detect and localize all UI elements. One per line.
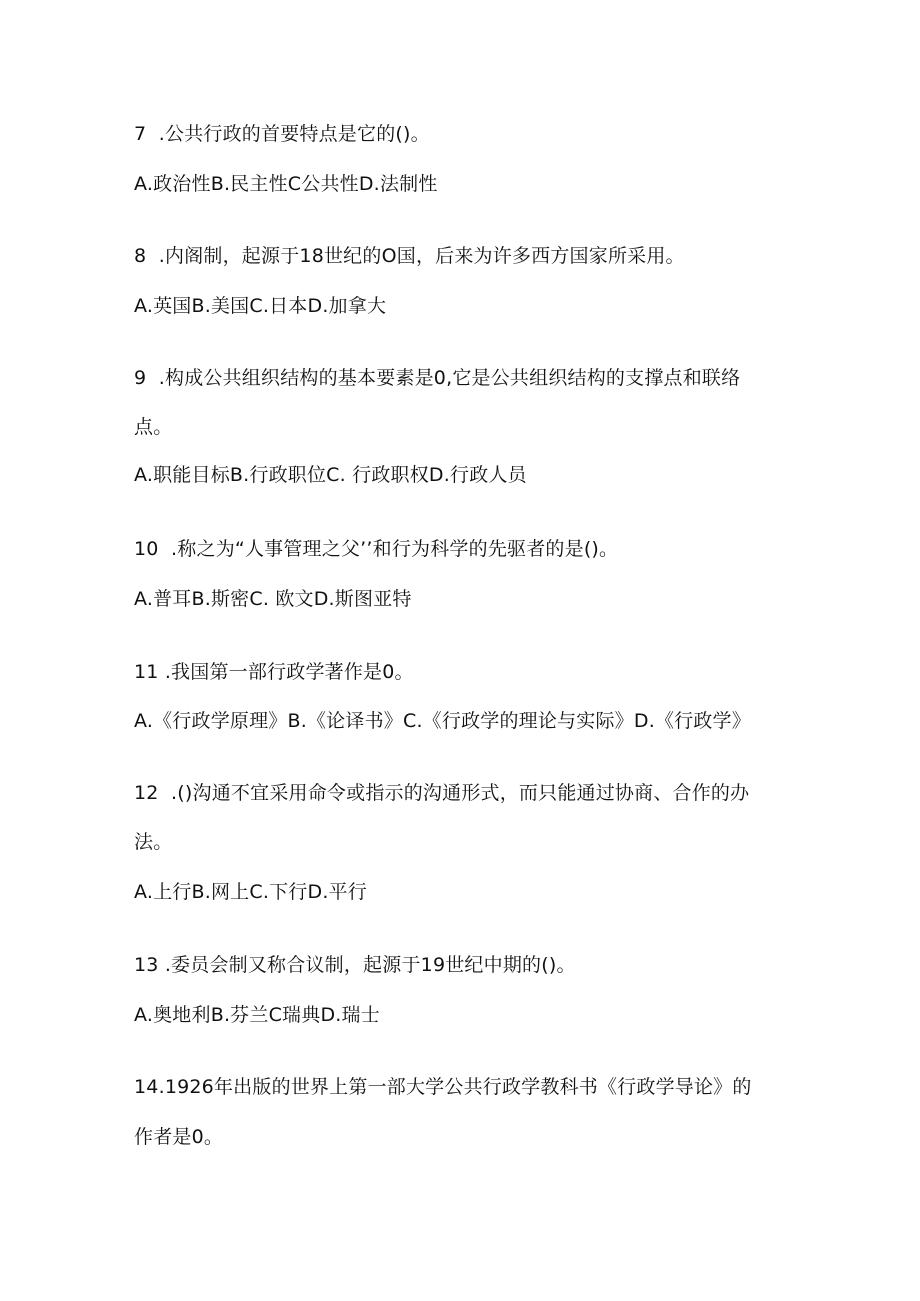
question-10-options: A.普耳B.斯密C. 欧文D.斯图亚特 bbox=[134, 588, 412, 610]
question-7-options: A.政治性B.民主性C公共性D.法制性 bbox=[134, 173, 438, 195]
question-13-stem: 13 .委员会制又称合议制，起源于19世纪中期的()。 bbox=[134, 954, 576, 976]
question-11-options: A.《行政学原理》B.《论译书》C.《行政学的理论与实际》D.《行政学》 bbox=[134, 710, 751, 732]
question-9-stem-continued: 点。 bbox=[134, 416, 173, 438]
question-14-stem-continued: 作者是0。 bbox=[134, 1126, 224, 1148]
question-8-stem: 8 .内阁制，起源于18世纪的O国，后来为许多西方国家所采用。 bbox=[134, 245, 685, 267]
question-8-options: A.英国B.美国C.日本D.加拿大 bbox=[134, 295, 387, 317]
question-12-options: A.上行B.网上C.下行D.平行 bbox=[134, 881, 367, 903]
question-12-stem-continued: 法。 bbox=[134, 831, 173, 853]
question-7-stem: 7 .公共行政的首要特点是它的()。 bbox=[134, 123, 430, 145]
question-9-options: A.职能目标B.行政职位C. 行政职权D.行政人员 bbox=[134, 464, 527, 486]
question-9-stem: 9 .构成公共组织结构的基本要素是0,它是公共组织结构的支撑点和联络 bbox=[134, 367, 741, 389]
question-10-stem: 10 .称之为“人事管理之父’’和行为科学的先驱者的是()。 bbox=[134, 538, 619, 560]
question-14-stem: 14.1926年出版的世界上第一部大学公共行政学教科书《行政学导论》的 bbox=[134, 1076, 752, 1098]
question-13-options: A.奥地利B.芬兰C瑞典D.瑞士 bbox=[134, 1004, 380, 1026]
question-12-stem: 12 .()沟通不宜采用命令或指示的沟通形式，而只能通过协商、合作的办 bbox=[134, 782, 750, 804]
question-11-stem: 11 .我国第一部行政学著作是0。 bbox=[134, 661, 414, 683]
